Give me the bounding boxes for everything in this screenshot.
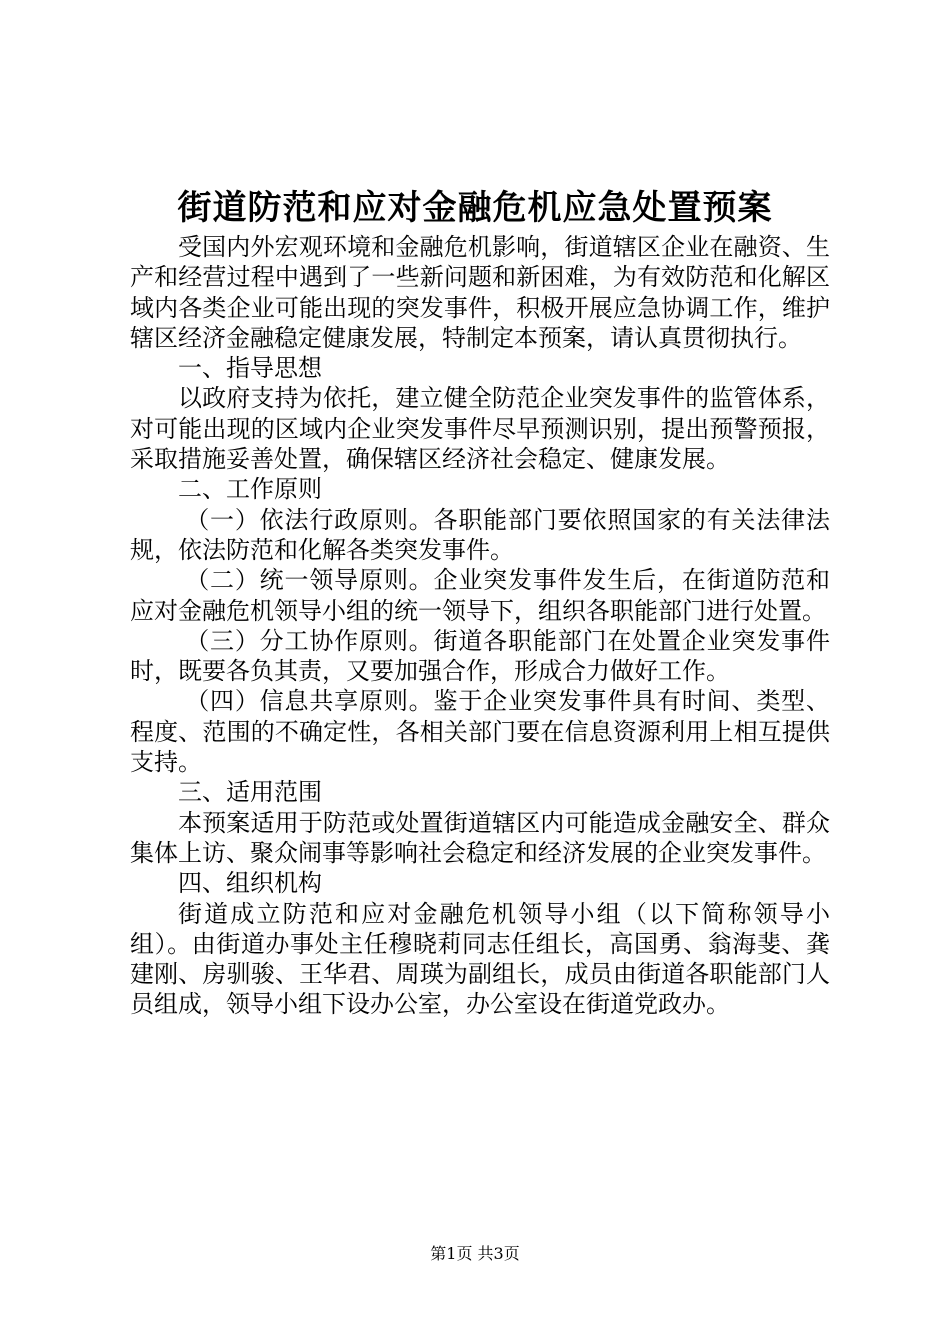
principle-1-paragraph: （一）依法行政原则。各职能部门要依照国家的有关法律法规，依法防范和化解各类突发事件。 (130, 505, 830, 564)
guiding-ideology-paragraph: 以政府支持为依托，建立健全防范企业突发事件的监管体系，对可能出现的区域内企业突发事件尽早预测识别，提出预警预报，采取措施妥善处置，确保辖区经济社会稳定、健康发展。 (130, 384, 830, 474)
page-footer: 第1页 共3页 (430, 1244, 520, 1263)
section-heading-organization: 四、组织机构 (178, 869, 322, 898)
section-heading-guiding-ideology: 一、指导思想 (178, 354, 322, 383)
section-heading-scope: 三、适用范围 (178, 778, 322, 807)
document-body (130, 232, 830, 1020)
principle-4-paragraph: （四）信息共享原则。鉴于企业突发事件具有时间、类型、程度、范围的不确定性，各相关部门要在信息资源利用上相互提供支持。 (130, 687, 830, 777)
principle-3-paragraph: （三）分工协作原则。街道各职能部门在处置企业突发事件时，既要各负其责，又要加强合作，形成合力做好工作。 (130, 626, 830, 686)
intro-paragraph: 受国内外宏观环境和金融危机影响，街道辖区企业在融资、生产和经营过程中遇到了一些新问题和新困难，为有效防范和化解区域内各类企业可能出现的突发事件，积极开展应急协调工作，维护辖区经济金融稳定健康发展，特制定本预案，请认真贯彻执行。 (130, 233, 830, 352)
section-heading-working-principles: 二、工作原则 (178, 475, 322, 504)
principle-2-paragraph: （二）统一领导原则。企业突发事件发生后，在街道防范和应对金融危机领导小组的统一领导下，组织各职能部门进行处置。 (130, 566, 830, 625)
organization-paragraph: 街道成立防范和应对金融危机领导小组（以下简称领导小组）。由街道办事处主任穆晓莉同志任组长，高国勇、翁海斐、龚建刚、房驯骏、王华君、周瑛为副组长，成员由街道各职能部门人员组成，领导小组下设办公室，办公室设在街道党政办。 (130, 899, 830, 1019)
document-title: 街道防范和应对金融危机应急处置预案 (177, 188, 773, 228)
scope-paragraph: 本预案适用于防范或处置街道辖区内可能造成金融安全、群众集体上访、聚众闹事等影响社会稳定和经济发展的企业突发事件。 (130, 808, 830, 867)
